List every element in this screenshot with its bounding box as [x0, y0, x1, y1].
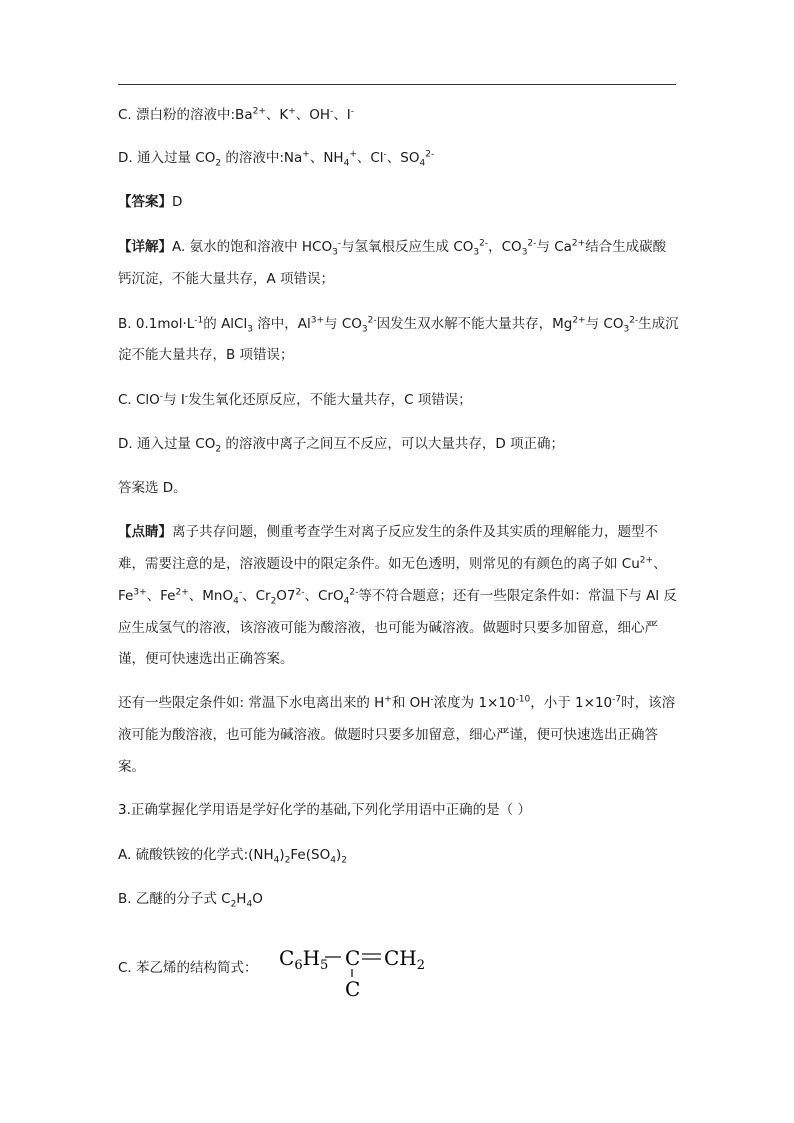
- q2-detail-b-line1: B. $0.1mol\cdot L^{-1}$的 AlCl$_3$ 溶中，$Al^{3+}$与 $CO_3^{2-}$因发生双水解不能大量共存，$Mg^{2+}$与 $CO_3^{2-}$生成沉: [118, 315, 679, 335]
- q2-detail-c: C. ClO-与 I-发生氧化还原反应，不能大量共存，C 项错误；: [118, 391, 472, 408]
- q2-detail-d: D. 通入过量 $CO_2$ 的溶液中离子之间互不反应，可以大量共存，D 项正确；: [118, 436, 565, 455]
- header-rule: [118, 84, 676, 85]
- styrene-structure-formula: [279, 941, 439, 1001]
- q2-extra-line1: 还有一些限定条件如: 常温下水电离出来的 H+和 OH-浓度为 $1\times 10^{-10}$，小于 $1\times 10^{-7}$时，该溶: [118, 694, 676, 711]
- q3-option-a: A. 硫酸铁铵的化学式$:(NH_4)_2Fe(SO_4)_2$: [118, 847, 347, 866]
- formula-right-group: $CH_2$: [384, 946, 426, 973]
- q2-comment-line1: 【点睛】离子共存问题，侧重考查学生对离子反应发生的条件及其实质的理解能力，题型不: [118, 524, 658, 540]
- q2-detail-a-line1: 【详解】A. 氨水的饱和溶液中 $HCO_3^-$与氢氧根反应生成 $CO_3^{2-}$，$CO_3^{2-}$与 $Ca^{2+}$结合生成碳酸: [118, 238, 667, 258]
- q3-option-c-label: C. 苯乙烯的结构简式：: [118, 960, 258, 976]
- q2-option-c: C. 漂白粉的溶液中$:Ba^{2+}$、K+、OH-、I-: [118, 106, 355, 123]
- q2-comment-line2: 难，需要注意的是，溶液题设中的限定条件。如无色透明，则常见的有颜色的离子如 $Cu^{2+}$、: [118, 555, 667, 572]
- q2-option-d: D. 通入过量 $CO_2$ 的溶液中:Na+、$NH_4^+$、Cl-、$SO_4^{2-}$: [118, 149, 435, 169]
- q2-detail-a-line2: 钙沉淀，不能大量共存，A 项错误；: [118, 271, 335, 287]
- q2-comment-line5: 谨，便可快速选出正确答案。: [118, 651, 294, 667]
- q2-conclusion: 答案选 D。: [118, 480, 187, 496]
- q3-stem: 3.正确掌握化学用语是学好化学的基础,下列化学用语中正确的是（ ）: [118, 802, 531, 818]
- q2-answer: 【答案】D: [118, 194, 183, 210]
- q2-comment-line3: $Fe^{3+}$、$Fe^{2+}$、MnO$_4$-、$Cr_2O7^{2-}$、CrO$_4^{2-}$等不符合题意；还有一些限定条件如：常温下与 Al 反: [118, 587, 677, 607]
- formula-below-atom: C: [345, 977, 361, 1001]
- q2-extra-line2: 液可能为酸溶液，也可能为碱溶液。做题时只要多加留意，细心严谨，便可快速选出正确答: [118, 727, 658, 743]
- q2-comment-line4: 应生成氢气的溶液，该溶液可能为酸溶液，也可能为碱溶液。做题时只要多加留意，细心严: [118, 620, 658, 636]
- q3-option-b: B. 乙醚的分子式 $C_2H_4O$: [118, 891, 263, 910]
- q2-detail-b-line2: 淀不能大量共存，B 项错误；: [118, 347, 294, 363]
- formula-center-atom: C: [345, 946, 361, 970]
- q2-extra-line3: 案。: [118, 759, 145, 775]
- formula-left-group: $C_6H_5$: [279, 946, 329, 973]
